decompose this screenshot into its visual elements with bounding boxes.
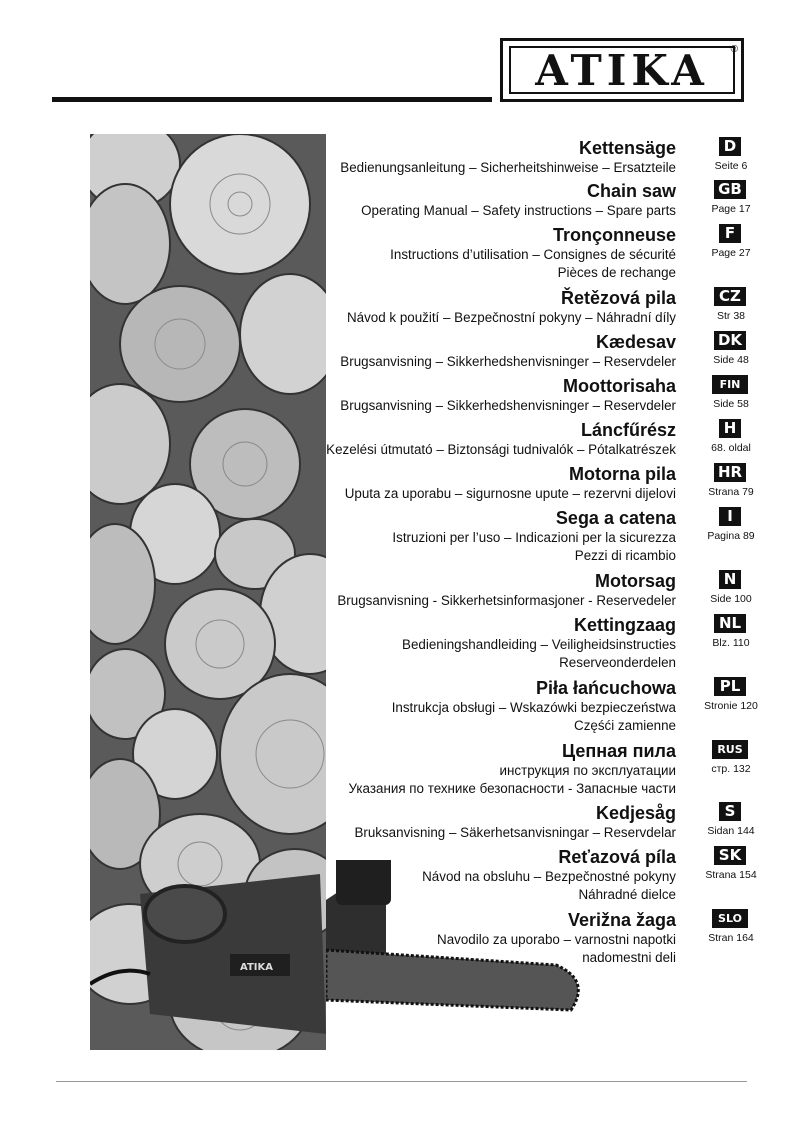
language-code-badge: SLO [712,909,748,928]
page-reference: Page 17 [711,203,751,215]
page-reference: Stronie 120 [704,700,758,712]
page-reference: Blz. 110 [712,637,750,649]
language-code-badge: H [719,419,741,438]
language-entry-s [326,802,676,842]
language-entry-i [326,507,676,565]
contents-line: Bruksanvisning – Säkerhetsanvisningar – Reservdelar [354,825,676,840]
logs-illustration [90,134,326,1050]
logo-frame [509,46,735,94]
language-code-badge: CZ [714,287,746,306]
contents-line: nadomestni deli [582,950,676,965]
contents-line: Uputa za uporabu – sigurnosne upute – rezervni dijelovi [344,486,676,501]
page-reference: Str 38 [716,310,745,322]
registered-mark: ® [730,44,738,55]
language-code-badge: NL [714,614,746,633]
language-code-badge: HR [714,463,746,482]
language-code-badge: F [719,224,741,243]
cover-photo-logs-chainsaw [90,134,326,1050]
product-title: Verižna žaga [567,910,676,930]
page-reference: 68. oldal [711,442,751,454]
contents-line: инструкция по эксплуатации [499,763,676,778]
footer-rule [56,1081,747,1082]
language-entry-slo [326,909,676,967]
product-title: Tronçonneuse [552,225,676,245]
language-entry-cz [326,287,676,327]
contents-line: Náhradné dielce [578,887,676,902]
product-title: Láncfűrész [580,420,676,440]
contents-line: Указания по технике безопасности - Запасные части [348,781,676,796]
language-entry-gb [326,180,676,220]
product-title: Kedjesåg [595,803,676,823]
page-reference: Stran 164 [708,932,754,944]
page-reference: Seite 6 [714,160,748,172]
page-reference: Strana 154 [705,869,757,881]
language-entry-fin [326,375,676,415]
contents-line: Brugsanvisning - Sikkerhetsinformasjoner - Reservedeler [337,593,676,608]
contents-line: Reserveonderdelen [559,655,676,670]
product-title: Řetězová pila [560,288,676,308]
language-entry-h [326,419,676,459]
product-title: Kettingzaag [573,615,676,635]
svg-text:ATIKA: ATIKA [240,962,273,973]
contents-line: Pezzi di ricambio [574,548,676,563]
contents-line: Návod k použití – Bezpečnostní pokyny – Náhradní díly [346,310,676,325]
language-entry-rus [326,740,676,798]
language-code-badge: DK [714,331,746,350]
language-code-badge: D [719,137,741,156]
page-reference: Sidan 144 [707,825,755,837]
page-reference: Pagina 89 [707,530,755,542]
header-rule [52,97,492,102]
logo-text: ATIKA [535,45,709,95]
language-entry-hr [326,463,676,503]
product-title: Kædesav [595,332,676,352]
product-title: Sega a catena [555,508,676,528]
language-entry-f [326,224,676,282]
language-entry-d [326,137,676,177]
language-code-badge: GB [714,180,746,199]
language-entry-n [326,570,676,610]
page-reference: стр. 132 [711,763,751,775]
contents-line: Brugsanvisning – Sikkerhedshenvisninger – Reservdeler [340,398,676,413]
contents-line: Operating Manual – Safety instructions – Spare parts [361,203,676,218]
product-title: Цепная пила [561,741,676,761]
contents-line: Częśći zamienne [574,718,676,733]
product-title: Moottorisaha [562,376,676,396]
language-code-badge: RUS [712,740,748,759]
product-title: Piła łańcuchowa [535,678,676,698]
contents-line: Pièces de rechange [557,265,676,280]
product-title: Kettensäge [578,138,676,158]
language-code-badge: I [719,507,741,526]
product-title: Motorna pila [569,464,676,484]
language-entry-pl [326,677,676,735]
language-code-badge: FIN [712,375,748,394]
page-reference: Side 58 [713,398,749,410]
language-code-badge: N [719,570,741,589]
contents-line: Bedienungsanleitung – Sicherheitshinweise – Ersatzteile [340,160,676,175]
contents-line: Navodilo za uporabo – varnostni napotki [437,932,676,947]
contents-line: Návod na obsluhu – Bezpečnostné pokyny [422,869,676,884]
product-title: Motorsag [595,571,676,591]
contents-line: Brugsanvisning – Sikkerhedshenvisninger – Reservdeler [340,354,676,369]
language-code-badge: PL [714,677,746,696]
product-title: Chain saw [586,181,676,201]
page-reference: Page 27 [711,247,751,259]
contents-line: Instructions d’utilisation – Consignes de sécurité [390,247,676,262]
page-reference: Side 48 [713,354,749,366]
product-title: Reťazová píla [558,847,676,867]
page-reference: Strana 79 [708,486,754,498]
atika-logo [500,38,744,102]
language-entry-nl [326,614,676,672]
language-code-badge: S [719,802,741,821]
contents-line: Kezelési útmutató – Biztonsági tudnivalók – Pótalkatrészek [326,442,676,457]
contents-line: Istruzioni per l’uso – Indicazioni per la sicurezza [392,530,676,545]
language-entry-sk [326,846,676,904]
contents-line: Instrukcja obsługi – Wskazówki bezpieczeństwa [391,700,676,715]
language-code-badge: SK [714,846,746,865]
contents-line: Bedieningshandleiding – Veiligheidsinstructies [402,637,676,652]
page-reference: Side 100 [710,593,752,605]
language-entry-dk [326,331,676,371]
